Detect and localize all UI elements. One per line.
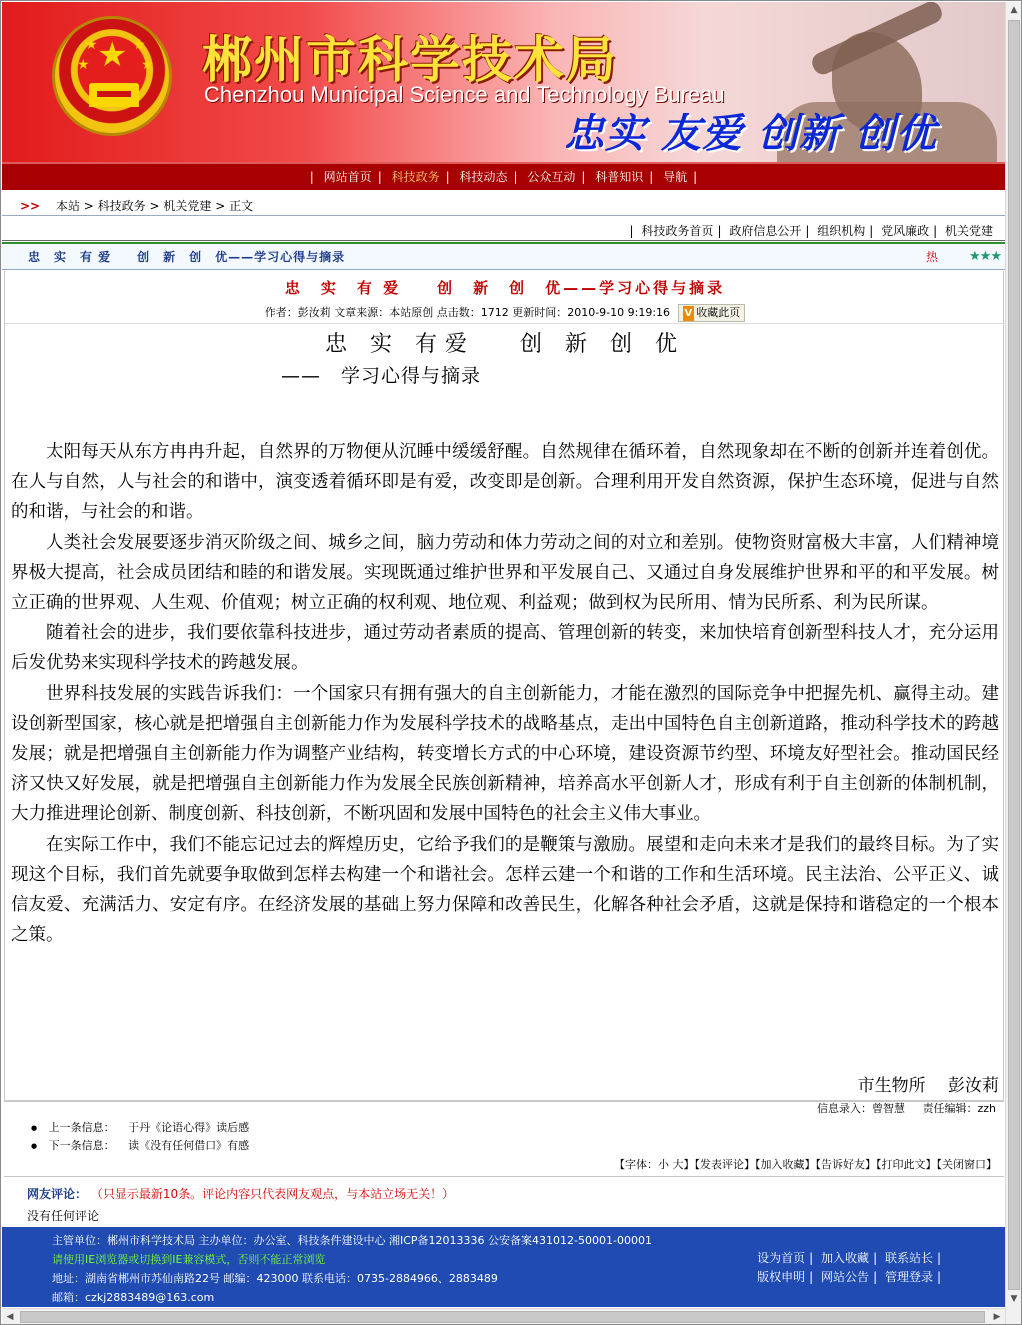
article-signature: 市生物所 彭汝莉 bbox=[857, 1076, 999, 1096]
comments-empty: 没有任何评论 bbox=[27, 1209, 100, 1223]
breadcrumb-item-party[interactable]: 机关党建 bbox=[163, 199, 212, 213]
favorite-badge-icon: V bbox=[684, 308, 693, 319]
site-footer bbox=[2, 1227, 1005, 1307]
list-item bbox=[31, 1119, 249, 1137]
footer-browser-warning: 请使用IE浏览器或切换到IE兼容模式，否则不能正常浏览 bbox=[52, 1253, 326, 1266]
breadcrumb: >> 本站 > 科技政务 > 机关党建 > 正文 bbox=[2, 196, 1005, 216]
main-nav: | 网站首页 | 科技政务 | 科技动态 | 公众互动 | 科普知识 | 导航 | bbox=[2, 162, 1005, 190]
site-banner bbox=[2, 2, 1005, 162]
editor-info bbox=[4, 1101, 1004, 1117]
star-icon: ★ bbox=[133, 37, 146, 53]
tiananmen-gate-icon bbox=[89, 83, 139, 107]
breadcrumb-item-site[interactable]: 本站 bbox=[55, 199, 80, 213]
article-heading: 忠 实 有爱 创 新 创 优 bbox=[325, 332, 685, 357]
responsible-editor: 责任编辑：zzh bbox=[922, 1102, 996, 1115]
horizontal-scrollbar[interactable] bbox=[2, 1308, 1005, 1325]
nav-public-interaction[interactable]: 公众互动 bbox=[527, 170, 576, 184]
article-meta bbox=[5, 304, 1005, 322]
subnav-sci-gov-home[interactable]: 科技政务首页 bbox=[641, 224, 714, 238]
footer-links: 设为首页 | 加入收藏 | 联系站长 | 版权申明 | 网站公告 | 管理登录 | bbox=[757, 1251, 941, 1284]
title-bar-text: 忠 实 有 爱 创 新 创 优——学习心得与摘录 bbox=[28, 250, 346, 264]
subnav-integrity[interactable]: 党风廉政 bbox=[881, 224, 930, 238]
set-homepage-link[interactable]: 设为首页 bbox=[757, 1251, 806, 1265]
article-paragraph: 太阳每天从东方冉冉升起，自然界的万物便从沉睡中缓缓舒醒。自然规律在循环着，自然现象却在不断的创新并连着创优。在人与自然，人与社会的和谐中，演变透着循环即是有爱，改变即是创新。合理利用开发自然资源，保护生态环境，促进与自然的和谐，与社会的和谐。 bbox=[11, 442, 999, 523]
sub-nav: | 科技政务首页 | 政府信息公开 | 组织机构 | 党风廉政 | 机关党建 bbox=[2, 221, 1005, 241]
article-subheading: —— 学习心得与摘录 bbox=[281, 365, 482, 387]
next-label: 下一条信息： bbox=[48, 1139, 115, 1152]
nav-sci-news[interactable]: 科技动态 bbox=[459, 170, 508, 184]
scroll-down-icon[interactable]: ▼ bbox=[1006, 1291, 1022, 1308]
favorite-button[interactable]: V 收藏此页 bbox=[678, 304, 746, 322]
entry-by: 信息录入：曾智慧 bbox=[816, 1102, 905, 1115]
site-title: 郴州市科学技术局 bbox=[202, 31, 618, 89]
site-notice-link[interactable]: 网站公告 bbox=[821, 1270, 870, 1284]
site-subtitle: Chenzhou Municipal Science and Technology Bureau bbox=[204, 82, 725, 107]
scrollbar-thumb[interactable] bbox=[1008, 20, 1020, 1290]
article-paragraph: 随着社会的进步，我们要依靠科技进步，通过劳动者素质的提高、管理创新的转变，来加快培育创新型科技人才，充分运用后发优势来实现科学技术的跨越发展。 bbox=[11, 623, 999, 674]
star-icon: ★ bbox=[77, 57, 90, 73]
article-meta-text: 作者：彭汝莉 文章来源：本站原创 点击数：1712 更新时间：2010-9-10 9:19:16 bbox=[264, 306, 671, 319]
add-favorite-link[interactable]: 加入收藏 bbox=[821, 1251, 870, 1265]
admin-login-link[interactable]: 管理登录 bbox=[884, 1270, 933, 1284]
article-title: 忠 实 有 爱 创 新 创 优——学习心得与摘录 bbox=[284, 279, 726, 297]
contact-admin-link[interactable]: 联系站长 bbox=[884, 1251, 933, 1265]
footer-sponsor: 主管单位：郴州市科学技术局 主办单位：办公室、科技条件建设中心 湘ICP备12013336 公安备案431012-50001-00001 bbox=[52, 1234, 652, 1247]
nav-navigation[interactable]: 导航 bbox=[663, 170, 688, 184]
subnav-party-building[interactable]: 机关党建 bbox=[944, 224, 993, 238]
breadcrumb-item-current: 正文 bbox=[229, 199, 254, 213]
article-body bbox=[11, 437, 999, 950]
hot-badge: 热 bbox=[925, 250, 939, 264]
subnav-gov-info[interactable]: 政府信息公开 bbox=[729, 224, 802, 238]
next-article-link[interactable]: 读《没有任何借口》有感 bbox=[128, 1139, 250, 1152]
prev-next-list bbox=[31, 1119, 249, 1155]
breadcrumb-item-sci-gov[interactable]: 科技政务 bbox=[97, 199, 146, 213]
article-paragraph: 世界科技发展的实践告诉我们：一个国家只有拥有强大的自主创新能力，才能在激烈的国际竞争中把握先机、赢得主动。建设创新型国家，核心就是把增强自主创新能力作为发展科学技术的战略基点，走出中国特色自主创新道路，推动科学技术的跨越发展；就是把增强自主创新能力作为调整产业结构，转变增长方式的中心环境，建设资源节约型、环境友好型社会。推动国民经济又快又好发展，就是把增强自主创新能力作为发展全民族创新精神，培养高水平创新人才，形成有利于自主创新的体制机制，大力推进理论创新、制度创新、科技创新，不断巩固和发展中国特色的社会主义伟大事业。 bbox=[11, 683, 999, 825]
scroll-right-icon[interactable]: ▶ bbox=[993, 1312, 1001, 1322]
comments-label: 网友评论： bbox=[27, 1187, 88, 1201]
article-paragraph: 在实际工作中，我们不能忘记过去的辉煌历史，它给予我们的是鞭策与激励。展望和走向未来才是我们的最终目标。为了实现这个目标，我们首先就要争取做到怎样去构建一个和谐社会。怎样云建一个和谐的工作和生活环境。民主法治、公平正义、诚信友爱、充满活力、安定有序。在经济发展的基础上努力保障和改善民生，化解各种社会矛盾，这就是保持和谐稳定的一个根本之策。 bbox=[11, 834, 999, 946]
rating-stars-icon: ★★★ bbox=[969, 249, 1001, 264]
breadcrumb-arrow-icon: >> bbox=[20, 199, 41, 213]
comments-header bbox=[27, 1185, 454, 1202]
divider bbox=[4, 1176, 1004, 1177]
footer-email: 邮箱：czkj2883489@163.com bbox=[52, 1291, 215, 1304]
nav-sci-gov[interactable]: 科技政务 bbox=[391, 170, 440, 184]
star-icon: ★ bbox=[85, 37, 98, 53]
list-item bbox=[31, 1137, 249, 1155]
national-emblem-icon bbox=[52, 16, 172, 136]
prev-label: 上一条信息： bbox=[48, 1121, 115, 1134]
copyright-link[interactable]: 版权申明 bbox=[757, 1270, 806, 1284]
scrollbar-thumb[interactable] bbox=[20, 1311, 985, 1323]
vertical-scrollbar[interactable] bbox=[1005, 2, 1022, 1325]
article-title-bar bbox=[2, 242, 1005, 270]
comments-note: （只显示最新10条。评论内容只代表网友观点，与本站立场无关！） bbox=[90, 1187, 455, 1201]
nav-sci-knowledge[interactable]: 科普知识 bbox=[595, 170, 644, 184]
article-tools[interactable]: 【字体：小 大】【发表评论】【加入收藏】【告诉好友】【打印此文】【关闭窗口】 bbox=[614, 1158, 997, 1171]
footer-info bbox=[52, 1231, 652, 1307]
article-container bbox=[4, 271, 1004, 1101]
site-slogan: 忠实 友爱 创新 创优 bbox=[564, 111, 937, 157]
subnav-organization[interactable]: 组织机构 bbox=[817, 224, 866, 238]
meta-divider bbox=[5, 323, 1005, 324]
star-icon: ★ bbox=[97, 35, 128, 75]
article-paragraph: 人类社会发展要逐步消灭阶级之间、城乡之间，脑力劳动和体力劳动之间的对立和差别。使物资财富极大丰富，人们精神境界极大提高，社会成员团结和睦的和谐发展。实现既通过维护世界和平发展自己、又通过自身发展维护世界和平的和平发展。树立正确的世界观、人生观、价值观；树立正确的权利观、地位观、利益观；做到权为民所用、情为民所系、利为民所谋。 bbox=[11, 532, 999, 614]
scroll-up-icon[interactable]: ▲ bbox=[1006, 2, 1022, 19]
scroll-left-icon[interactable]: ◀ bbox=[6, 1312, 14, 1322]
star-icon: ★ bbox=[141, 57, 154, 73]
footer-address: 地址：湖南省郴州市苏仙南路22号 邮编：423000 联系电话：0735-2884966、2883489 bbox=[52, 1272, 498, 1285]
nav-home[interactable]: 网站首页 bbox=[323, 170, 372, 184]
prev-article-link[interactable]: 于丹《论语心得》读后感 bbox=[128, 1121, 250, 1134]
